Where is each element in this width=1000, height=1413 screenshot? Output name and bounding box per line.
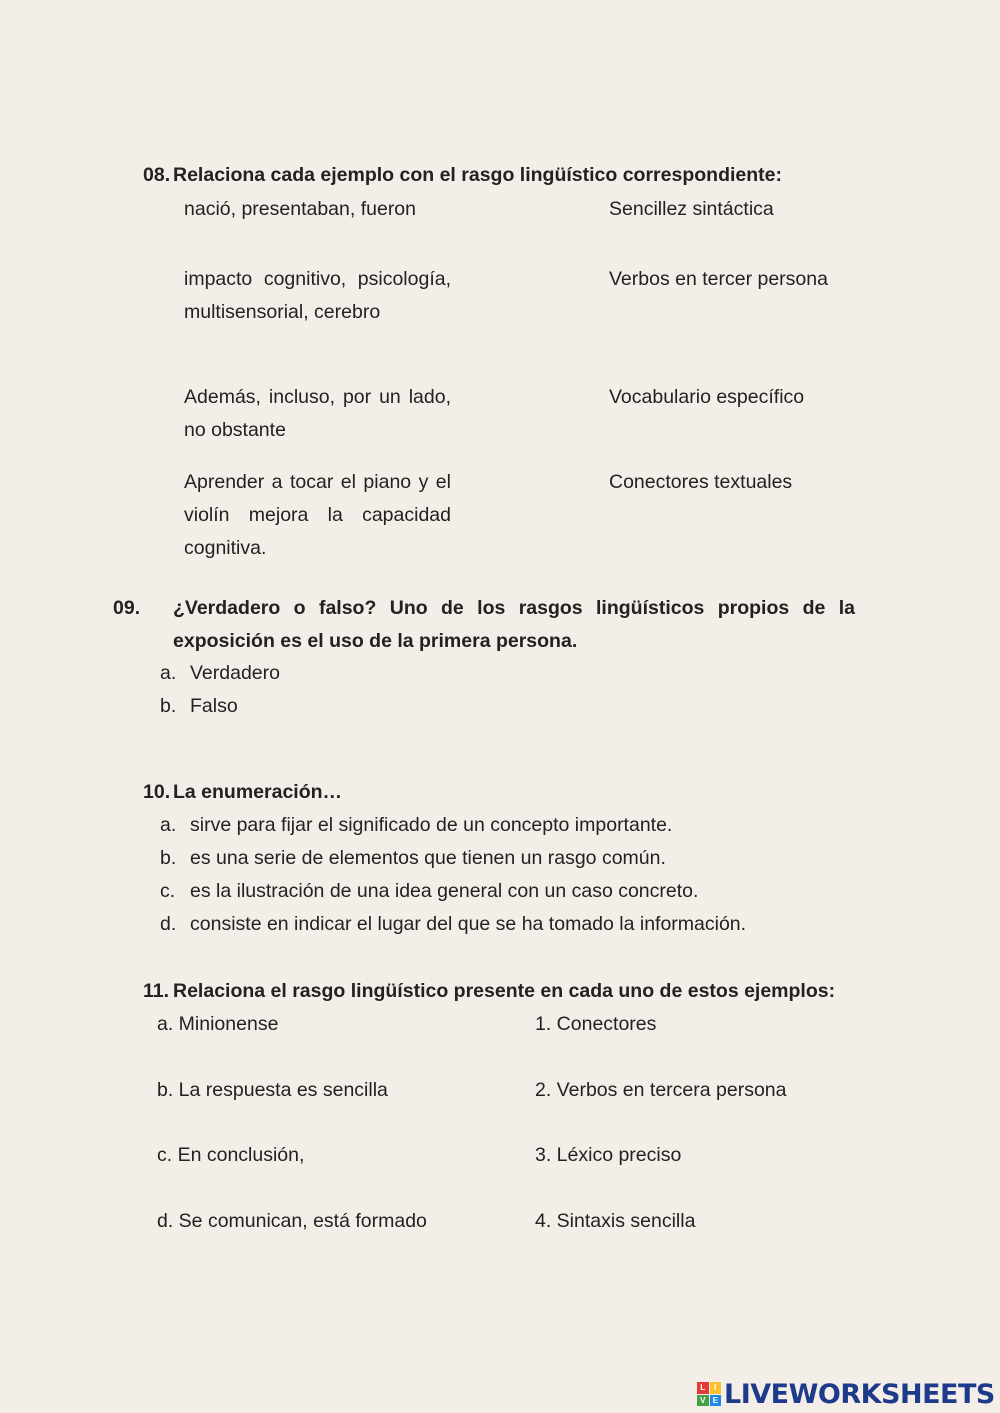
q10-option-a[interactable] — [160, 809, 672, 842]
liveworksheets-logo — [697, 1376, 995, 1412]
q11-left-item-a: a. Minionense — [157, 1013, 279, 1035]
q11-right-item-2: 2. Verbos en tercera persona — [535, 1079, 787, 1101]
q08-right-item-4: Conectores textuales — [609, 471, 793, 493]
q11-number: 11. — [143, 980, 170, 1002]
q08-left-item-2: impacto cognitivo, psicología, multisensorial, cerebro — [184, 268, 451, 323]
q10-title-text: La enumeración… — [173, 781, 343, 803]
q08-title-text: Relaciona cada ejemplo con el rasgo lingüístico correspondiente: — [173, 164, 782, 186]
q11-right-item-1: 1. Conectores — [535, 1013, 657, 1035]
option-text: Verdadero — [190, 662, 280, 684]
q11-left-item-b: b. La respuesta es sencilla — [157, 1079, 388, 1101]
option-text: sirve para fijar el significado de un concepto importante. — [190, 814, 673, 836]
q09-title — [113, 592, 855, 658]
q08-left-item-1: nació, presentaban, fueron — [184, 198, 417, 220]
q08-left-item-3: Además, incluso, por un lado, no obstante — [184, 386, 451, 441]
logo-badge-letter: I — [710, 1382, 722, 1394]
q08-number: 08. — [143, 164, 171, 186]
option-text: es la ilustración de una idea general con un caso concreto. — [190, 880, 699, 902]
option-letter: a. — [160, 814, 177, 836]
q10-option-b[interactable] — [160, 842, 666, 875]
option-letter: b. — [160, 695, 177, 717]
option-letter: d. — [160, 913, 177, 935]
q09-option-a[interactable] — [160, 657, 280, 690]
q08-right-item-3: Vocabulario específico — [609, 386, 805, 408]
option-text: Falso — [190, 695, 238, 717]
q08-right-item-2: Verbos en tercer persona — [609, 268, 828, 290]
q10-option-d[interactable] — [160, 908, 746, 941]
q09-title-text: ¿Verdadero o falso? Uno de los rasgos lingüísticos propios de la exposición es el uso de la primera persona. — [173, 597, 855, 652]
q08-left-item-4: Aprender a tocar el piano y el violín mejora la capacidad cognitiva. — [184, 471, 451, 559]
q10-number: 10. — [143, 781, 171, 803]
q10-option-c[interactable] — [160, 875, 698, 908]
option-text: es una serie de elementos que tienen un rasgo común. — [190, 847, 666, 869]
q11-right-item-3: 3. Léxico preciso — [535, 1144, 682, 1166]
q11-left-item-d: d. Se comunican, está formado — [157, 1210, 427, 1232]
logo-badge-letter: L — [697, 1382, 709, 1394]
logo-badge-letter: V — [697, 1395, 709, 1407]
option-letter: b. — [160, 847, 177, 869]
option-letter: a. — [160, 662, 177, 684]
q11-right-item-4: 4. Sintaxis sencilla — [535, 1210, 696, 1232]
q11-title-text: Relaciona el rasgo lingüístico presente en cada uno de estos ejemplos: — [173, 980, 836, 1002]
logo-badge-letter: E — [710, 1395, 722, 1407]
logo-text: LIVEWORKSHEETS — [724, 1378, 995, 1410]
option-text: consiste en indicar el lugar del que se ha tomado la información. — [190, 913, 747, 935]
q09-number: 09. — [113, 597, 141, 619]
q11-left-item-c: c. En conclusión, — [157, 1144, 305, 1166]
logo-badge-icon — [697, 1382, 721, 1406]
q08-right-item-1: Sencillez sintáctica — [609, 198, 774, 220]
q08-title — [143, 159, 855, 192]
q10-title — [143, 776, 855, 809]
q09-option-b[interactable] — [160, 690, 238, 723]
option-letter: c. — [160, 880, 176, 902]
q11-title — [143, 975, 855, 1008]
